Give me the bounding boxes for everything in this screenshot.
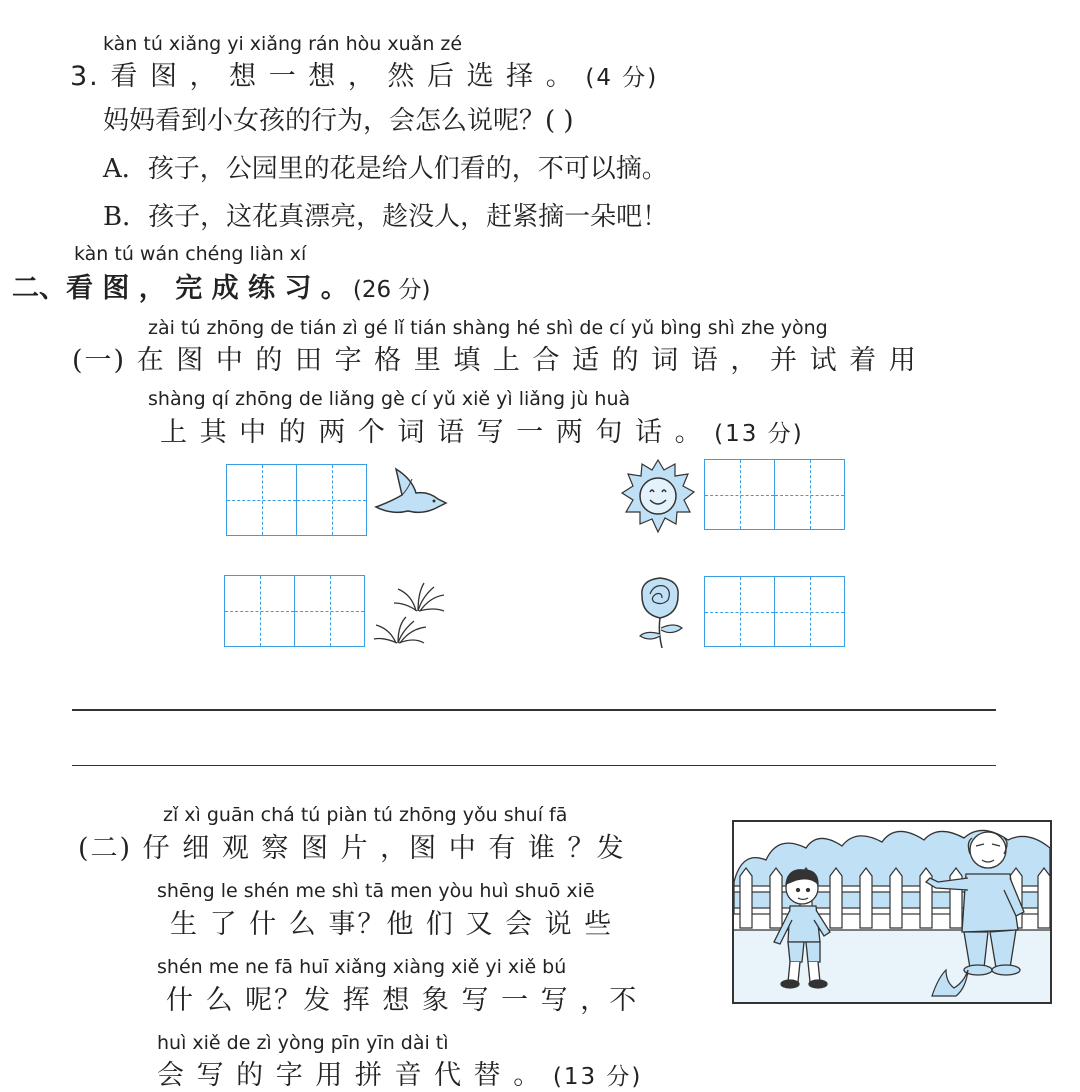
writing-line-2[interactable] — [72, 765, 996, 766]
q3-option-a[interactable]: A．孩子，公园里的花是给人们看的，不可以摘。 — [103, 154, 668, 184]
q3-score: (4 分) — [585, 65, 659, 91]
section2-heading — [12, 266, 430, 305]
part2-line2: 生 了 什 么 事？他 们 又 会 说 些 — [170, 909, 614, 940]
part1-line2: 上 其 中 的 两 个 词 语 写 一 两 句 话 。 — [160, 417, 704, 448]
part2-pinyin1: zǐ xì guān chá tú piàn tú zhōng yǒu shuí fā — [163, 804, 568, 826]
q3-title-line — [70, 54, 658, 93]
q3-title: 看 图 ， 想 一 想 ， 然 后 选 择 。 — [110, 61, 575, 92]
part2-pinyin4: huì xiě de zì yòng pīn yīn dài tì — [157, 1032, 449, 1054]
part2-line3: 什 么 呢？发 挥 想 象 写 一 写 ，不 — [166, 985, 639, 1016]
part1-pinyin2: shàng qí zhōng de liǎng gè cí yǔ xiě yì liǎng jù huà — [148, 388, 631, 410]
part2-score: (13 分) — [552, 1064, 643, 1090]
part2-line1-wrap — [78, 826, 626, 865]
q3-pinyin: kàn tú xiǎng yi xiǎng rán hòu xuǎn zé — [103, 33, 463, 55]
part2-label: (二) — [78, 833, 133, 864]
q3-number: 3. — [70, 61, 100, 92]
rose-icon — [632, 574, 688, 650]
writing-line-1[interactable] — [72, 709, 996, 711]
park-scene-illustration — [732, 820, 1052, 1004]
part1-score: (13 分) — [714, 421, 804, 447]
part1-line1: 在 图 中 的 田 字 格 里 填 上 合 适 的 词 语 ， 并 试 着 用 — [136, 345, 918, 376]
tianzige-grass[interactable] — [224, 575, 365, 647]
part1-pinyin1: zài tú zhōng de tián zì gé lǐ tián shàng hé shì de cí yǔ bìng shì zhe yòng — [148, 317, 828, 339]
part1-label: (一) — [72, 345, 127, 376]
part2-line4-wrap — [157, 1053, 642, 1092]
section2-title: 二、看 图 ， 完 成 练 习 。 — [12, 273, 348, 304]
tianzige-rose[interactable] — [704, 576, 845, 647]
bird-icon — [372, 465, 448, 523]
tianzige-sun[interactable] — [704, 459, 845, 530]
section2-pinyin: kàn tú wán chéng liàn xí — [74, 243, 307, 265]
part1-line1-wrap — [72, 338, 918, 377]
q3-question: 妈妈看到小女孩的行为，会怎么说呢？( ) — [103, 106, 574, 136]
sun-icon — [620, 456, 696, 536]
part2-pinyin2: shēng le shén me shì tā men yòu huì shuō xiē — [157, 880, 595, 902]
part2-pinyin3: shén me ne fā huī xiǎng xiàng xiě yi xiě bú — [157, 956, 567, 978]
part2-line4: 会 写 的 字 用 拼 音 代 替 。 — [157, 1060, 543, 1091]
grass-icon — [372, 581, 448, 647]
part2-line1: 仔 细 观 察 图 片 ，图 中 有 谁 ？发 — [142, 833, 626, 864]
q3-option-b[interactable]: B．孩子，这花真漂亮，趁没人，赶紧摘一朵吧！ — [103, 202, 669, 232]
tianzige-bird[interactable] — [226, 464, 367, 536]
part1-line2-wrap — [160, 410, 804, 449]
section2-score: (26 分) — [352, 277, 431, 303]
